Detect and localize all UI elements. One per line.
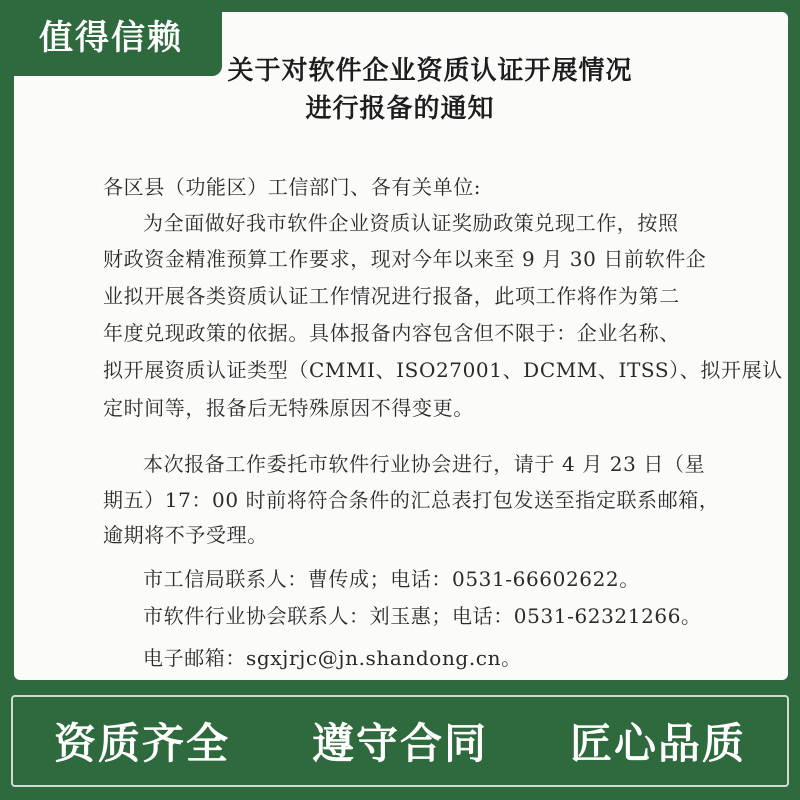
body-line: 逾期将不予受理。 [103,523,268,547]
slogan-3: 匠心品质 [569,719,746,768]
contact-line: 市软件行业协会联系人：刘玉惠；电话：0531-62321266。 [143,604,702,628]
email-line: 电子邮箱：sgxjrjc@jn.shandong.cn。 [143,646,522,670]
document-title-line-1: 关于对软件企业资质认证开展情况 [227,56,633,86]
body-line: 为全面做好我市软件企业资质认证奖励政策兑现工作，按照 [143,211,679,235]
slogan-1: 资质齐全 [53,719,230,768]
body-line: 业拟开展各类资质认证工作情况进行报备，此项工作将作为第二 [103,284,680,308]
trust-badge: 值得信赖 [0,0,222,76]
salutation: 各区县（功能区）工信部门、各有关单位: [103,175,482,199]
contact-line: 市工信局联系人：曹传成；电话：0531-66602622。 [143,567,640,591]
document-title-line-2: 进行报备的通知 [305,94,495,124]
slogan-2: 遵守合同 [311,719,488,768]
footer-banner [0,680,800,800]
body-line: 年度兑现政策的依据。具体报备内容包含但不限于：企业名称、 [103,321,680,345]
body-line: 本次报备工作委托市软件行业协会进行，请于 4 月 23 日（星 [143,452,706,476]
body-line: 拟开展资质认证类型（CMMI、ISO27001、DCMM、ITSS）、拟开展认 [103,358,783,382]
body-line: 定时间等，报备后无特殊原因不得变更。 [103,396,474,420]
slogan-box [11,695,789,787]
body-line: 财政资金精准预算工作要求，现对今年以来至 9 月 30 日前软件企 [103,247,707,271]
body-line: 期五）17：00 时前将符合条件的汇总表打包发送至指定联系邮箱， [103,488,720,512]
